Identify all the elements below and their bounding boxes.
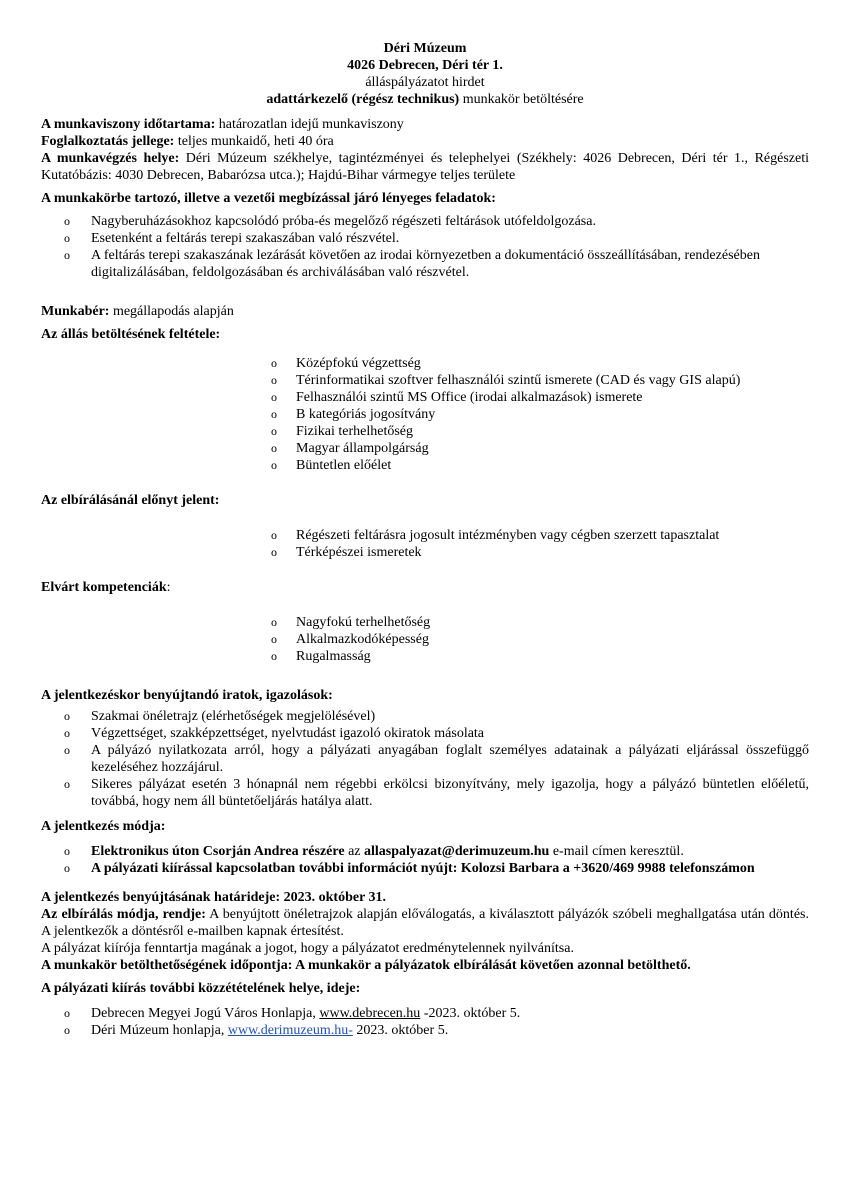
bullet-icon: o: [271, 356, 277, 370]
workplace-value: Déri Múzeum székhelye, tagintézményei és telephelyei (Székhely: 4026 Debrecen, Déri tér 1., Régészeti Kutatóbázis: 4030 Debrecen, Babarózsa utca.); Hajdú-Bihar vármegye teljes területe: [41, 151, 809, 183]
evaluation-label: Az elbírálás módja, rendje:: [41, 907, 206, 922]
list-item-text: A feltárás terepi szakaszának lezárását követően az irodai környezetben a dokumentáció összeállításában, rendezésében digitalizálásában, feldolgozásában és archiválásában való részvétel.: [91, 248, 760, 280]
apply-end-text: e-mail címen keresztül.: [549, 844, 684, 859]
header: [41, 40, 809, 108]
list-item: [271, 423, 809, 440]
bullet-icon: o: [271, 615, 277, 629]
workplace-line: [41, 150, 809, 184]
list-item: [41, 843, 809, 860]
apply-heading: A jelentkezés módja:: [41, 819, 166, 834]
list-item: [271, 372, 809, 389]
start-line: A munkakör betölthetőségének időpontja: A munkakör a pályázatok elbírálását követően azonnal betölthető.: [41, 958, 691, 973]
documents-heading: A jelentkezéskor benyújtandó iratok, igazolások:: [41, 688, 333, 703]
advantages-list: [271, 527, 809, 561]
publication-list: [41, 1005, 809, 1039]
list-item: [41, 860, 809, 877]
list-item: [271, 527, 809, 544]
list-item-text: Térképészei ismeretek: [296, 545, 422, 560]
bullet-icon: o: [271, 632, 277, 646]
list-item: [41, 725, 809, 742]
announce-line: álláspályázatot hirdet: [365, 75, 485, 90]
reserve-line: A pályázat kiírója fenntartja magának a jogot, hogy a pályázatot eredménytelennek nyilvánítsa.: [41, 941, 574, 956]
list-item-text: Magyar állampolgárság: [296, 441, 429, 456]
list-item: [41, 1022, 809, 1039]
list-item: [271, 614, 809, 631]
bullet-icon: o: [64, 743, 70, 757]
list-item-text: Büntetlen előélet: [296, 458, 392, 473]
list-item: [271, 440, 809, 457]
evaluation-value: A benyújtott önéletrajzok alapján előválogatás, a kiválasztott pályázók szóbeli meghallgatása után döntés. A jelentkezők a döntésről e-mailben kapnak értesítést.: [41, 907, 809, 939]
requirements-list: [271, 355, 809, 474]
bullet-icon: o: [64, 777, 70, 791]
list-item: [41, 1005, 809, 1022]
position-suffix: munkakör betöltésére: [459, 92, 584, 107]
bullet-icon: o: [64, 709, 70, 723]
bullet-icon: o: [271, 424, 277, 438]
requirements-heading: Az állás betöltésének feltétele:: [41, 327, 221, 342]
list-item-text: Térinformatikai szoftver felhasználói szintű ismerete (CAD és vagy GIS alapú): [296, 373, 741, 388]
list-item: [271, 631, 809, 648]
apply-email-link[interactable]: allaspalyazat@derimuzeum.hu: [364, 844, 550, 859]
bullet-icon: o: [271, 373, 277, 387]
bullet-icon: o: [64, 231, 70, 245]
publication-text: Debrecen Megyei Jogú Város Honlapja,: [91, 1006, 320, 1021]
apply-contact-text: A pályázati kiírással kapcsolatban további információt nyújt: Kolozsi Barbara a +3620/469 9988 telefonszámon: [91, 861, 755, 876]
duration-value: határozatlan idejű munkaviszony: [215, 117, 404, 132]
employment-type-value: teljes munkaidő, heti 40 óra: [174, 134, 334, 149]
list-item: [271, 457, 809, 474]
competencies-heading-line: [41, 579, 809, 596]
employment-type-line: [41, 133, 809, 150]
position-line: [41, 91, 809, 108]
org-name: Déri Múzeum: [383, 41, 467, 56]
list-item-text: Régészeti feltárásra jogosult intézményben vagy cégben szerzett tapasztalat: [296, 528, 720, 543]
evaluation-line: [41, 906, 809, 940]
publication-heading: A pályázati kiírás további közzétételének helye, ideje:: [41, 981, 361, 996]
list-item: [41, 776, 809, 810]
list-item: [271, 389, 809, 406]
list-item-text: Esetenként a feltárás terepi szakaszában való részvétel.: [91, 231, 400, 246]
bullet-icon: o: [271, 649, 277, 663]
competencies-list: [271, 614, 809, 665]
list-item: [41, 742, 809, 776]
apply-recipient: Elektronikus úton Csorján Andrea részére: [91, 844, 345, 859]
list-item-text: Nagyfokú terhelhetőség: [296, 615, 431, 630]
bullet-icon: o: [271, 545, 277, 559]
apply-mid-text: az: [344, 844, 365, 859]
bullet-icon: o: [64, 1023, 70, 1037]
deadline-line: A jelentkezés benyújtásának határideje: 2023. október 31.: [41, 890, 387, 905]
bullet-icon: o: [64, 844, 70, 858]
employment-type-label: Foglalkoztatás jellege:: [41, 134, 175, 149]
workplace-label: A munkavégzés helye:: [41, 151, 180, 166]
list-item-text: Alkalmazkodóképesség: [296, 632, 429, 647]
list-item: [271, 544, 809, 561]
competencies-heading-suffix: :: [166, 580, 171, 595]
list-item-text: A pályázó nyilatkozata arról, hogy a pályázati anyagában foglalt személyes adatainak a pályázati eljárással összefüggő kezeléséhez hozzájárul.: [91, 743, 809, 775]
salary-value: megállapodás alapján: [109, 304, 234, 319]
position-title: adattárkezelő (régész technikus): [266, 92, 460, 107]
publication-date: -2023. október 5.: [420, 1006, 521, 1021]
list-item-text: Nagyberuházásokhoz kapcsolódó próba-és megelőző régészeti feltárások utófeldolgozása.: [91, 214, 596, 229]
list-item-text: Középfokú végzettség: [296, 356, 421, 371]
bullet-icon: o: [64, 726, 70, 740]
bullet-icon: o: [64, 1006, 70, 1020]
debrecen-link[interactable]: www.debrecen.hu: [319, 1006, 421, 1021]
bullet-icon: o: [64, 861, 70, 875]
salary-label: Munkabér:: [41, 304, 110, 319]
list-item: [271, 406, 809, 423]
apply-list: [41, 843, 809, 877]
list-item: [271, 355, 809, 372]
list-item: [41, 213, 809, 230]
publication-date: 2023. október 5.: [352, 1023, 449, 1038]
tasks-list: [41, 213, 809, 281]
duration-line: [41, 116, 809, 133]
job-posting-document: [41, 40, 809, 1039]
list-item-text: Szakmai önéletrajz (elérhetőségek megjelölésével): [91, 709, 376, 724]
list-item-text: Rugalmasság: [296, 649, 371, 664]
publication-text: Déri Múzeum honlapja,: [91, 1023, 228, 1038]
bullet-icon: o: [271, 390, 277, 404]
bullet-icon: o: [64, 248, 70, 262]
list-item-text: B kategóriás jogosítvány: [296, 407, 436, 422]
org-address: 4026 Debrecen, Déri tér 1.: [347, 58, 503, 73]
list-item-text: Végzettséget, szakképzettséget, nyelvtudást igazoló okiratok másolata: [91, 726, 485, 741]
advantages-heading: Az elbírálásánál előnyt jelent:: [41, 493, 220, 508]
derimuzeum-link[interactable]: www.derimuzeum.hu-: [227, 1023, 353, 1038]
bullet-icon: o: [64, 214, 70, 228]
list-item-text: Sikeres pályázat esetén 3 hónapnál nem régebbi erkölcsi bizonyítvány, mely igazolja, hogy a pályázó büntetlen előéletű, továbbá, hogy nem áll büntetőeljárás hatálya alatt.: [91, 777, 809, 809]
list-item-text: Felhasználói szintű MS Office (irodai alkalmazások) ismerete: [296, 390, 643, 405]
duration-label: A munkaviszony időtartama:: [41, 117, 216, 132]
list-item-text: Fizikai terhelhetőség: [296, 424, 414, 439]
bullet-icon: o: [271, 458, 277, 472]
competencies-heading: Elvárt kompetenciák: [41, 580, 167, 595]
bullet-icon: o: [271, 528, 277, 542]
salary-line: [41, 303, 809, 320]
list-item: [271, 648, 809, 665]
tasks-heading: A munkakörbe tartozó, illetve a vezetői megbízással járó lényeges feladatok:: [41, 191, 496, 206]
list-item: [41, 247, 809, 281]
list-item: [41, 230, 809, 247]
list-item: [41, 708, 809, 725]
documents-list: [41, 708, 809, 810]
bullet-icon: o: [271, 407, 277, 421]
bullet-icon: o: [271, 441, 277, 455]
